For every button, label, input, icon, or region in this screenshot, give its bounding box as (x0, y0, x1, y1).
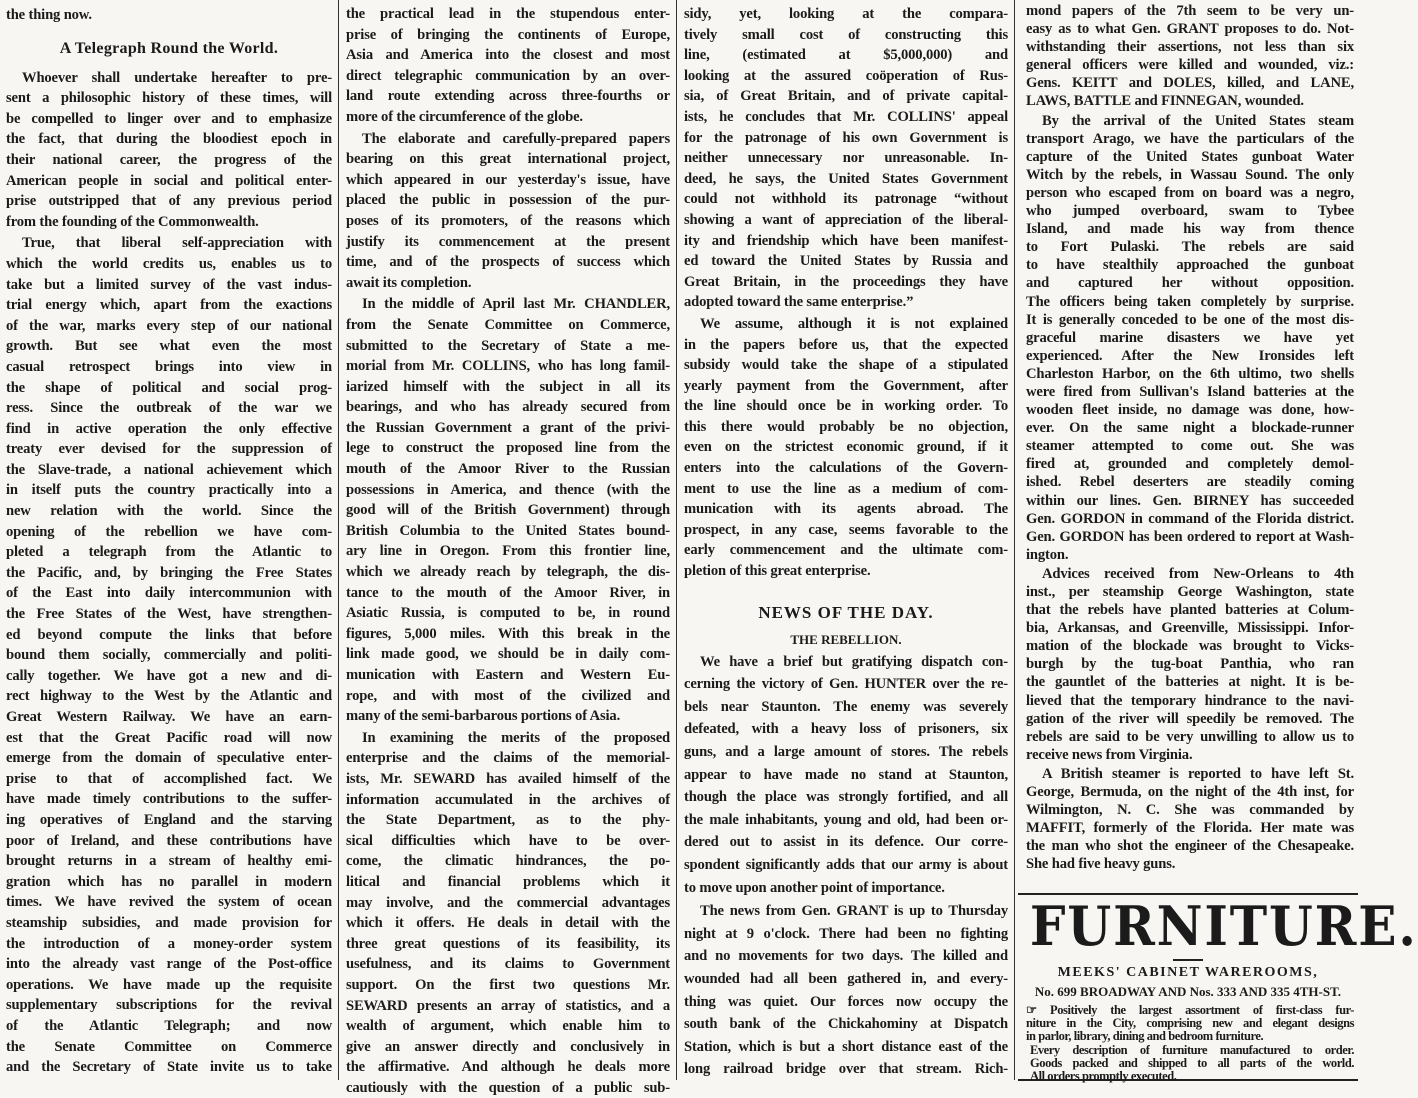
text-line: south bank of the Chickahominy at Dispatch (684, 1016, 1008, 1033)
paragraph (6, 68, 332, 233)
paragraph (1026, 565, 1354, 764)
text-line: the gauntlet of the batteries at night. It is be- (1026, 674, 1354, 691)
text-line: link made good, we should be in daily com- (346, 646, 670, 663)
text-line: find in active operation the only effective (6, 420, 332, 437)
text-line: iarized himself with the subject in all its (346, 378, 670, 395)
ad-text-line: Every description of furniture manufactured to order. (1030, 1042, 1354, 1057)
text-line: munication with Eastern and Western Eu- (346, 667, 670, 683)
column-rule (676, 0, 677, 1080)
text-line: experienced. After the New Ironsides left (1026, 347, 1354, 364)
text-line: rebels are said to be very unwilling to allow us to (1026, 728, 1354, 745)
text-line: Asiatic Russia, is computed to be, in round (346, 605, 670, 622)
text-line: in itself puts the country practically into a (6, 482, 332, 499)
text-line: She had five heavy guns. (1026, 856, 1176, 873)
continued-text (684, 4, 1008, 313)
text-line: trial energy which, apart from the exactions (6, 297, 332, 314)
text-line: We assume, although it is not explained (700, 315, 1008, 332)
text-line: steamer attempted to come out. She was (1026, 438, 1354, 455)
paragraph (684, 900, 1008, 1081)
text-line: who jumped overboard, swam to Tybee (1026, 203, 1354, 220)
text-line: ists, he concludes that Mr. COLLINS' appeal (684, 108, 1008, 125)
text-line: which it offers. He deals in detail with the (346, 915, 670, 932)
column-3 (684, 3, 1008, 1081)
text-line: ing operatives of England and the starving (6, 811, 332, 828)
text-line: Station, which is but a short distance east of the (684, 1038, 1008, 1055)
continued-text (346, 4, 670, 128)
text-line: enterprise and the claims of the memorial- (346, 750, 670, 767)
text-line: appear to have made no stand at Staunton, (684, 766, 1008, 783)
text-line: casual retrospect brings into view in (6, 358, 332, 375)
text-line: inst., per steamship George Washington, state (1026, 584, 1354, 600)
text-line: bearing on this great international project, (346, 151, 670, 168)
text-line: the thing now. (6, 7, 92, 23)
section-subheading: THE REBELLION. (790, 631, 902, 647)
text-line: transport Arago, we have the particulars of the (1026, 130, 1354, 147)
paragraph (346, 294, 670, 726)
text-line: general officers were killed and wounded, viz.: (1026, 57, 1354, 74)
ad-text-line: ☞ Positively the largest assortment of first-class fur- (1026, 1003, 1354, 1017)
text-line: True, that liberal self-appreciation with (22, 235, 332, 252)
text-line: LAWS, BATTLE and FINNEGAN, wounded. (1026, 93, 1304, 110)
text-line: American people in social and political enter- (6, 172, 332, 189)
text-line: Asia and America into the closest and most (346, 47, 670, 64)
text-line: Gen. GORDON has been ordered to report at Wash- (1026, 528, 1354, 545)
text-line: fired at, grounded and completely demol- (1026, 456, 1354, 473)
column-rule (338, 0, 339, 1080)
text-line: George, Bermuda, on the night of the 4th inst, for (1026, 784, 1354, 801)
text-line: long railroad bridge over that stream. Rich- (684, 1061, 1008, 1078)
text-line: to Fort Pulaski. The rebels are said (1026, 239, 1354, 256)
paragraph (346, 728, 670, 1098)
text-line: ington. (1026, 546, 1069, 563)
text-line: emerge from the domain of speculative enter- (6, 750, 332, 767)
text-line: morial from Mr. COLLINS, who has long famil- (346, 358, 670, 375)
text-line: the Russian Government a grant of the privi- (346, 419, 670, 436)
text-line: the affirmative. And although he deals more (346, 1059, 670, 1076)
text-line: By the arrival of the United States steam (1042, 112, 1354, 129)
text-line: tance to the mouth of the Amoor River, in (346, 584, 670, 601)
text-line: neither unnecessary nor unreasonable. In- (684, 150, 1008, 167)
text-line: The officers being taken completely by surprise. (1026, 293, 1354, 310)
text-line: give an answer directly and conclusively in (346, 1038, 670, 1055)
text-line: Great Western Railway. We have an earn- (6, 709, 332, 725)
continued-text (6, 5, 332, 26)
text-line: ity and friendship which have been manifest- (684, 232, 1008, 249)
text-line: ed beyond compute the links that before (6, 626, 332, 643)
text-line: cally together. We have got a new and di- (6, 667, 332, 684)
text-line: rope, and with most of the civilized and (346, 687, 670, 704)
text-line: good will of the British Government) through (346, 502, 670, 519)
text-line: were fired from Sullivan's Island batteries at the (1026, 383, 1354, 400)
column-2 (346, 3, 670, 1098)
text-line: dered out to assist in its defence. Our corre- (684, 834, 1008, 851)
text-line: to move upon another point of importance. (684, 879, 945, 896)
text-line: graceful marine disasters we have yet (1026, 329, 1354, 346)
text-line: line, (estimated at $5,000,000) and (684, 47, 1008, 64)
text-line: prise to that of accomplished fact. We (6, 770, 332, 787)
text-line: into the already vast range of the Post-office (6, 956, 332, 973)
text-line: which we already reach by telegraph, the dis- (346, 564, 670, 581)
text-line: deed, he says, the United States Government (684, 170, 1008, 187)
text-line: lieved that the temporary hindrance to the navi- (1026, 692, 1354, 709)
text-line: time, and of the prospects of success which (346, 254, 670, 271)
text-line: A British steamer is reported to have left St. (1042, 765, 1354, 782)
text-line: and no movements for two days. The killed and (684, 948, 1008, 965)
paragraph (6, 233, 332, 1077)
text-line: ment to use the line as a medium of com- (684, 480, 1008, 497)
text-line: We have a brief but gratifying dispatch con- (700, 653, 1008, 670)
text-line: the male inhabitants, young and old, had been or- (684, 811, 1008, 828)
text-line: sidy, yet, looking at the compara- (684, 6, 1008, 22)
text-line: prise of bringing the continents of Europe, (346, 26, 670, 43)
text-line: ever. On the same night a blockade-runner (1026, 420, 1354, 437)
text-line: SEWARD presents an array of statistics, and a (346, 997, 670, 1014)
text-line: take but a limited survey of the vast indus- (6, 276, 332, 293)
text-line: MAFFIT, formerly of the Florida. Her mate was (1026, 820, 1354, 837)
text-line: growth. But see what even the most (6, 338, 332, 355)
text-line: mond papers of the 7th seem to be very un- (1026, 3, 1354, 19)
text-line: and the Secretary of State invite us to take (6, 1059, 332, 1076)
text-line: from the founding of the Commonwealth. (6, 213, 259, 230)
text-line: poor of Ireland, and these contributions have (6, 832, 332, 849)
text-line: opening of the rebellion we have com- (6, 523, 332, 540)
section-heading: NEWS OF THE DAY. (758, 602, 934, 622)
text-line: In the middle of April last Mr. CHANDLER, (362, 296, 670, 313)
text-line: cautiously with the question of a public sub- (346, 1079, 670, 1096)
paragraph (1026, 765, 1354, 874)
text-line: prospect, in any case, seems favorable to the (684, 521, 1008, 538)
text-line: withstanding their assertions, not less than six (1026, 39, 1354, 56)
text-line: land route extending across three-fourths or (346, 88, 670, 105)
text-line: Gen. GORDON in command of the Florida district. (1026, 510, 1354, 527)
text-line: could not withhold its patronage “without (684, 191, 1008, 208)
text-line: bels near Staunton. The enemy was severely (684, 698, 1008, 715)
text-line: bearings, and who has already secured from (346, 399, 670, 416)
paragraph (346, 129, 670, 294)
text-line: munication with its agents abroad. The (684, 501, 1008, 518)
text-line: est that the Great Pacific road will now (6, 729, 332, 746)
text-line: ary line in Oregon. From this frontier line, (346, 543, 670, 560)
text-line: yearly payment from the Government, after (684, 377, 1008, 394)
ad-text-line: Goods packed and shipped to all parts of the world. (1030, 1055, 1354, 1070)
text-line: bound them socially, commercially and politi- (6, 647, 332, 664)
text-line: showing a want of appreciation of the liberal- (684, 211, 1008, 228)
text-line: from the Senate Committee on Commerce, (346, 316, 670, 333)
text-line: have made timely contributions to the suffer- (6, 791, 332, 808)
text-line: Witch by the rebels, in Wassau Sound. The only (1026, 166, 1354, 183)
text-line: ished. Rebel deserters are steadily coming (1026, 474, 1354, 491)
text-line: in the papers before us, that the expected (684, 336, 1008, 353)
text-line: the Senate Committee on Commerce (6, 1038, 332, 1055)
text-line: operations. We have made up the requisite (6, 976, 332, 993)
text-line: the introduction of a money-order system (6, 935, 332, 952)
continued-text (1026, 2, 1354, 111)
text-line: treaty ever devised for the suppression of (6, 441, 332, 458)
text-line: cerning the victory of Gen. HUNTER over the re- (684, 676, 1008, 693)
text-line: more of the circumference of the globe. (346, 108, 583, 125)
paragraph (684, 314, 1008, 582)
ad-body (1026, 1004, 1354, 1083)
text-line: Wilmington, N. C. She was commanded by (1026, 802, 1354, 819)
text-line: justify its commencement at the present (346, 233, 670, 250)
text-line: In examining the merits of the proposed (362, 729, 670, 746)
text-line: bia, Arkansas, and Greenville, Mississippi. Infor- (1026, 620, 1354, 637)
text-line: be compelled to linger over and to emphasize (6, 110, 332, 127)
text-line: placed the public in possession of the pur- (346, 192, 670, 209)
ad-divider (1173, 959, 1203, 961)
text-line: that the rebels have planted batteries at Colum- (1026, 602, 1354, 619)
text-line: gation of the river will speedily be removed. The (1026, 710, 1354, 727)
text-line: pletion of this great enterprise. (684, 563, 871, 580)
text-line: of the East into daily intercommunion with (6, 585, 332, 602)
text-line: this there would probably be no objection, (684, 418, 1008, 435)
text-line: person who escaped from on board was a negro, (1026, 184, 1354, 201)
text-line: prise outstripped that of any previous period (6, 193, 332, 210)
text-line: ress. Since the outbreak of the war we (6, 400, 332, 417)
text-line: wooden fleet inside, no damage was done, how- (1026, 402, 1354, 419)
text-line: the man who shot the engineer of the Chesapeake. (1026, 838, 1354, 855)
text-line: wounded had all been gathered in, and every- (684, 970, 1008, 987)
text-line: It is generally conceded to be one of the most dis- (1026, 311, 1354, 328)
text-line: sical difficulties which have to be over- (346, 832, 670, 849)
text-line: litical and financial problems which it (346, 873, 670, 890)
text-line: the Free States of the West, have strengthen- (6, 606, 332, 623)
furniture-advertisement (1018, 893, 1418, 1084)
text-line: Charleston Harbor, on the 6th ultimo, two shells (1026, 365, 1354, 382)
text-line: brought returns in a stream of healthy emi- (6, 853, 332, 870)
text-line: and captured her without opposition. (1026, 275, 1354, 292)
text-line: for the patronage of his own Government is (684, 129, 1008, 146)
ad-text-line: in parlor, library, dining and bedroom furniture. (1026, 1029, 1264, 1044)
text-line: wealth of argument, which enable him to (346, 1018, 670, 1035)
text-line: the fact, that during the bloodiest epoch in (6, 131, 332, 148)
text-line: The elaborate and carefully-prepared papers (362, 130, 670, 147)
ad-text-line: niture in the City, comprising new and elegant designs (1026, 1016, 1354, 1031)
text-line: three great questions of its feasibility, its (346, 935, 670, 952)
text-line: ists, Mr. SEWARD has availed himself of the (346, 770, 670, 787)
text-line: figures, 5,000 miles. With this break in the (346, 625, 670, 642)
text-line: supplementary subscriptions for the revival (6, 997, 332, 1014)
text-line: come, the climatic hindrances, the po- (346, 853, 670, 870)
text-line: new relation with the world. Since the (6, 503, 332, 520)
text-line: early commencement and the ultimate com- (684, 542, 1008, 559)
text-line: though the place was strongly fortified, and all (684, 789, 1008, 806)
text-line: the Pacific, and, by bringing the Free States (6, 564, 332, 581)
text-line: support. On the first two questions Mr. (346, 976, 670, 993)
text-line: spondent significantly adds that our army is about (684, 856, 1008, 873)
text-line: await its completion. (346, 274, 472, 291)
text-line: burgh by the tug-boat Panthia, who ran (1026, 656, 1354, 673)
text-line: even on the strictest economic ground, if it (684, 439, 1008, 456)
text-line: times. We have revived the system of ocean (6, 894, 332, 911)
text-line: Great Britain, in the proceedings they have (684, 273, 1008, 290)
text-line: which appeared in our yesterday's issue, have (346, 171, 670, 188)
text-line: sent a philosophic history of these times, will (6, 90, 332, 107)
text-line: many of the semi-barbarous portions of Asia. (346, 708, 621, 725)
text-line: to have stealthily approached the gunboat (1026, 257, 1354, 274)
column-1 (6, 4, 332, 1078)
text-line: capture of the United States gunboat Water (1026, 148, 1354, 165)
ad-title: FURNITURE. (1029, 894, 1418, 958)
ad-text-line: All orders promptly executed. (1030, 1069, 1177, 1084)
text-line: submitted to the Secretary of State a me- (346, 337, 670, 354)
text-line: Island, and made his way from thence (1026, 221, 1354, 238)
text-line: Whoever shall undertake hereafter to pre- (22, 69, 332, 86)
text-line: ed toward the United States by Russia and (684, 253, 1008, 270)
text-line: the line should once be in working order. To (684, 398, 1008, 415)
ad-business-name: MEEKS' CABINET WAREROOMS, (1057, 965, 1319, 980)
text-line: mation of the blockade was brought to Vicks- (1026, 638, 1354, 655)
text-line: looking at the assured coöperation of Rus- (684, 67, 1008, 84)
text-line: Advices received from New-Orleans to 4th (1042, 565, 1354, 582)
paragraph (1026, 112, 1354, 564)
text-line: easy as to what Gen. GRANT proposes to do. Not- (1026, 21, 1354, 38)
text-line: gration which has no parallel in modern (6, 873, 332, 890)
text-line: sia, of Great Britain, and of private capital- (684, 88, 1008, 105)
column-4 (1026, 1, 1354, 874)
text-line: mouth of the Amoor River to the Russian (346, 461, 670, 478)
text-line: pleted a telegraph from the Atlantic to (6, 544, 332, 561)
text-line: the practical lead in the stupendous enter- (346, 6, 670, 22)
text-line: subsidy would take the shape of a stipulated (684, 357, 1008, 374)
text-line: guns, and a large amount of stores. The rebels (684, 744, 1008, 760)
text-line: night at 9 o'clock. There had been no fighting (684, 925, 1008, 942)
text-line: adopted toward the same enterprise.” (684, 294, 914, 311)
text-line: usefulness, and its claims to Government (346, 956, 670, 973)
text-line: defeated, with a heavy loss of prisoners, six (684, 721, 1008, 738)
text-line: the State Department, as to the phy- (346, 812, 670, 829)
text-line: British Columbia to the United States bound- (346, 522, 670, 539)
text-line: possessions in America, and thence (with the (346, 481, 670, 498)
text-line: enters into the calculations of the Govern- (684, 460, 1008, 477)
text-line: within our lines. Gen. BIRNEY has succeeded (1026, 492, 1354, 509)
text-line: may involve, and the commercial advantages (346, 894, 670, 911)
text-line: tively small cost of constructing this (684, 26, 1008, 43)
paragraph (684, 651, 1008, 900)
article-heading: A Telegraph Round the World. (59, 39, 279, 57)
text-line: receive news from Virginia. (1026, 746, 1193, 763)
ad-address: No. 699 BROADWAY AND Nos. 333 AND 335 4TH-ST. (1034, 984, 1342, 999)
text-line: thing was quiet. Our forces now occupy the (684, 993, 1008, 1010)
text-line: which the world credits us, enables us to (6, 255, 332, 272)
text-line: of the war, marks every step of our national (6, 317, 332, 334)
text-line: rect highway to the West by the Atlantic and (6, 688, 332, 705)
text-line: the Slave-trade, a national achievement which (6, 461, 332, 478)
text-line: direct telegraphic communication by an over- (346, 67, 670, 84)
text-line: information accumulated in the archives of (346, 791, 670, 808)
text-line: The news from Gen. GRANT is up to Thursday (700, 903, 1008, 920)
text-line: Gens. KEITT and DOLES, killed, and LANE, (1026, 75, 1354, 92)
column-rule (1014, 0, 1015, 1080)
text-line: poses of its promoters, of the reasons which (346, 212, 670, 229)
text-line: steamship subsidies, and made provision for (6, 914, 332, 931)
text-line: the shape of political and social prog- (6, 379, 332, 396)
text-line: their national career, the progress of the (6, 151, 332, 168)
text-line: of the Atlantic Telegraph; and now (6, 1017, 332, 1034)
text-line: lege to construct the proposed line from the (346, 440, 670, 457)
